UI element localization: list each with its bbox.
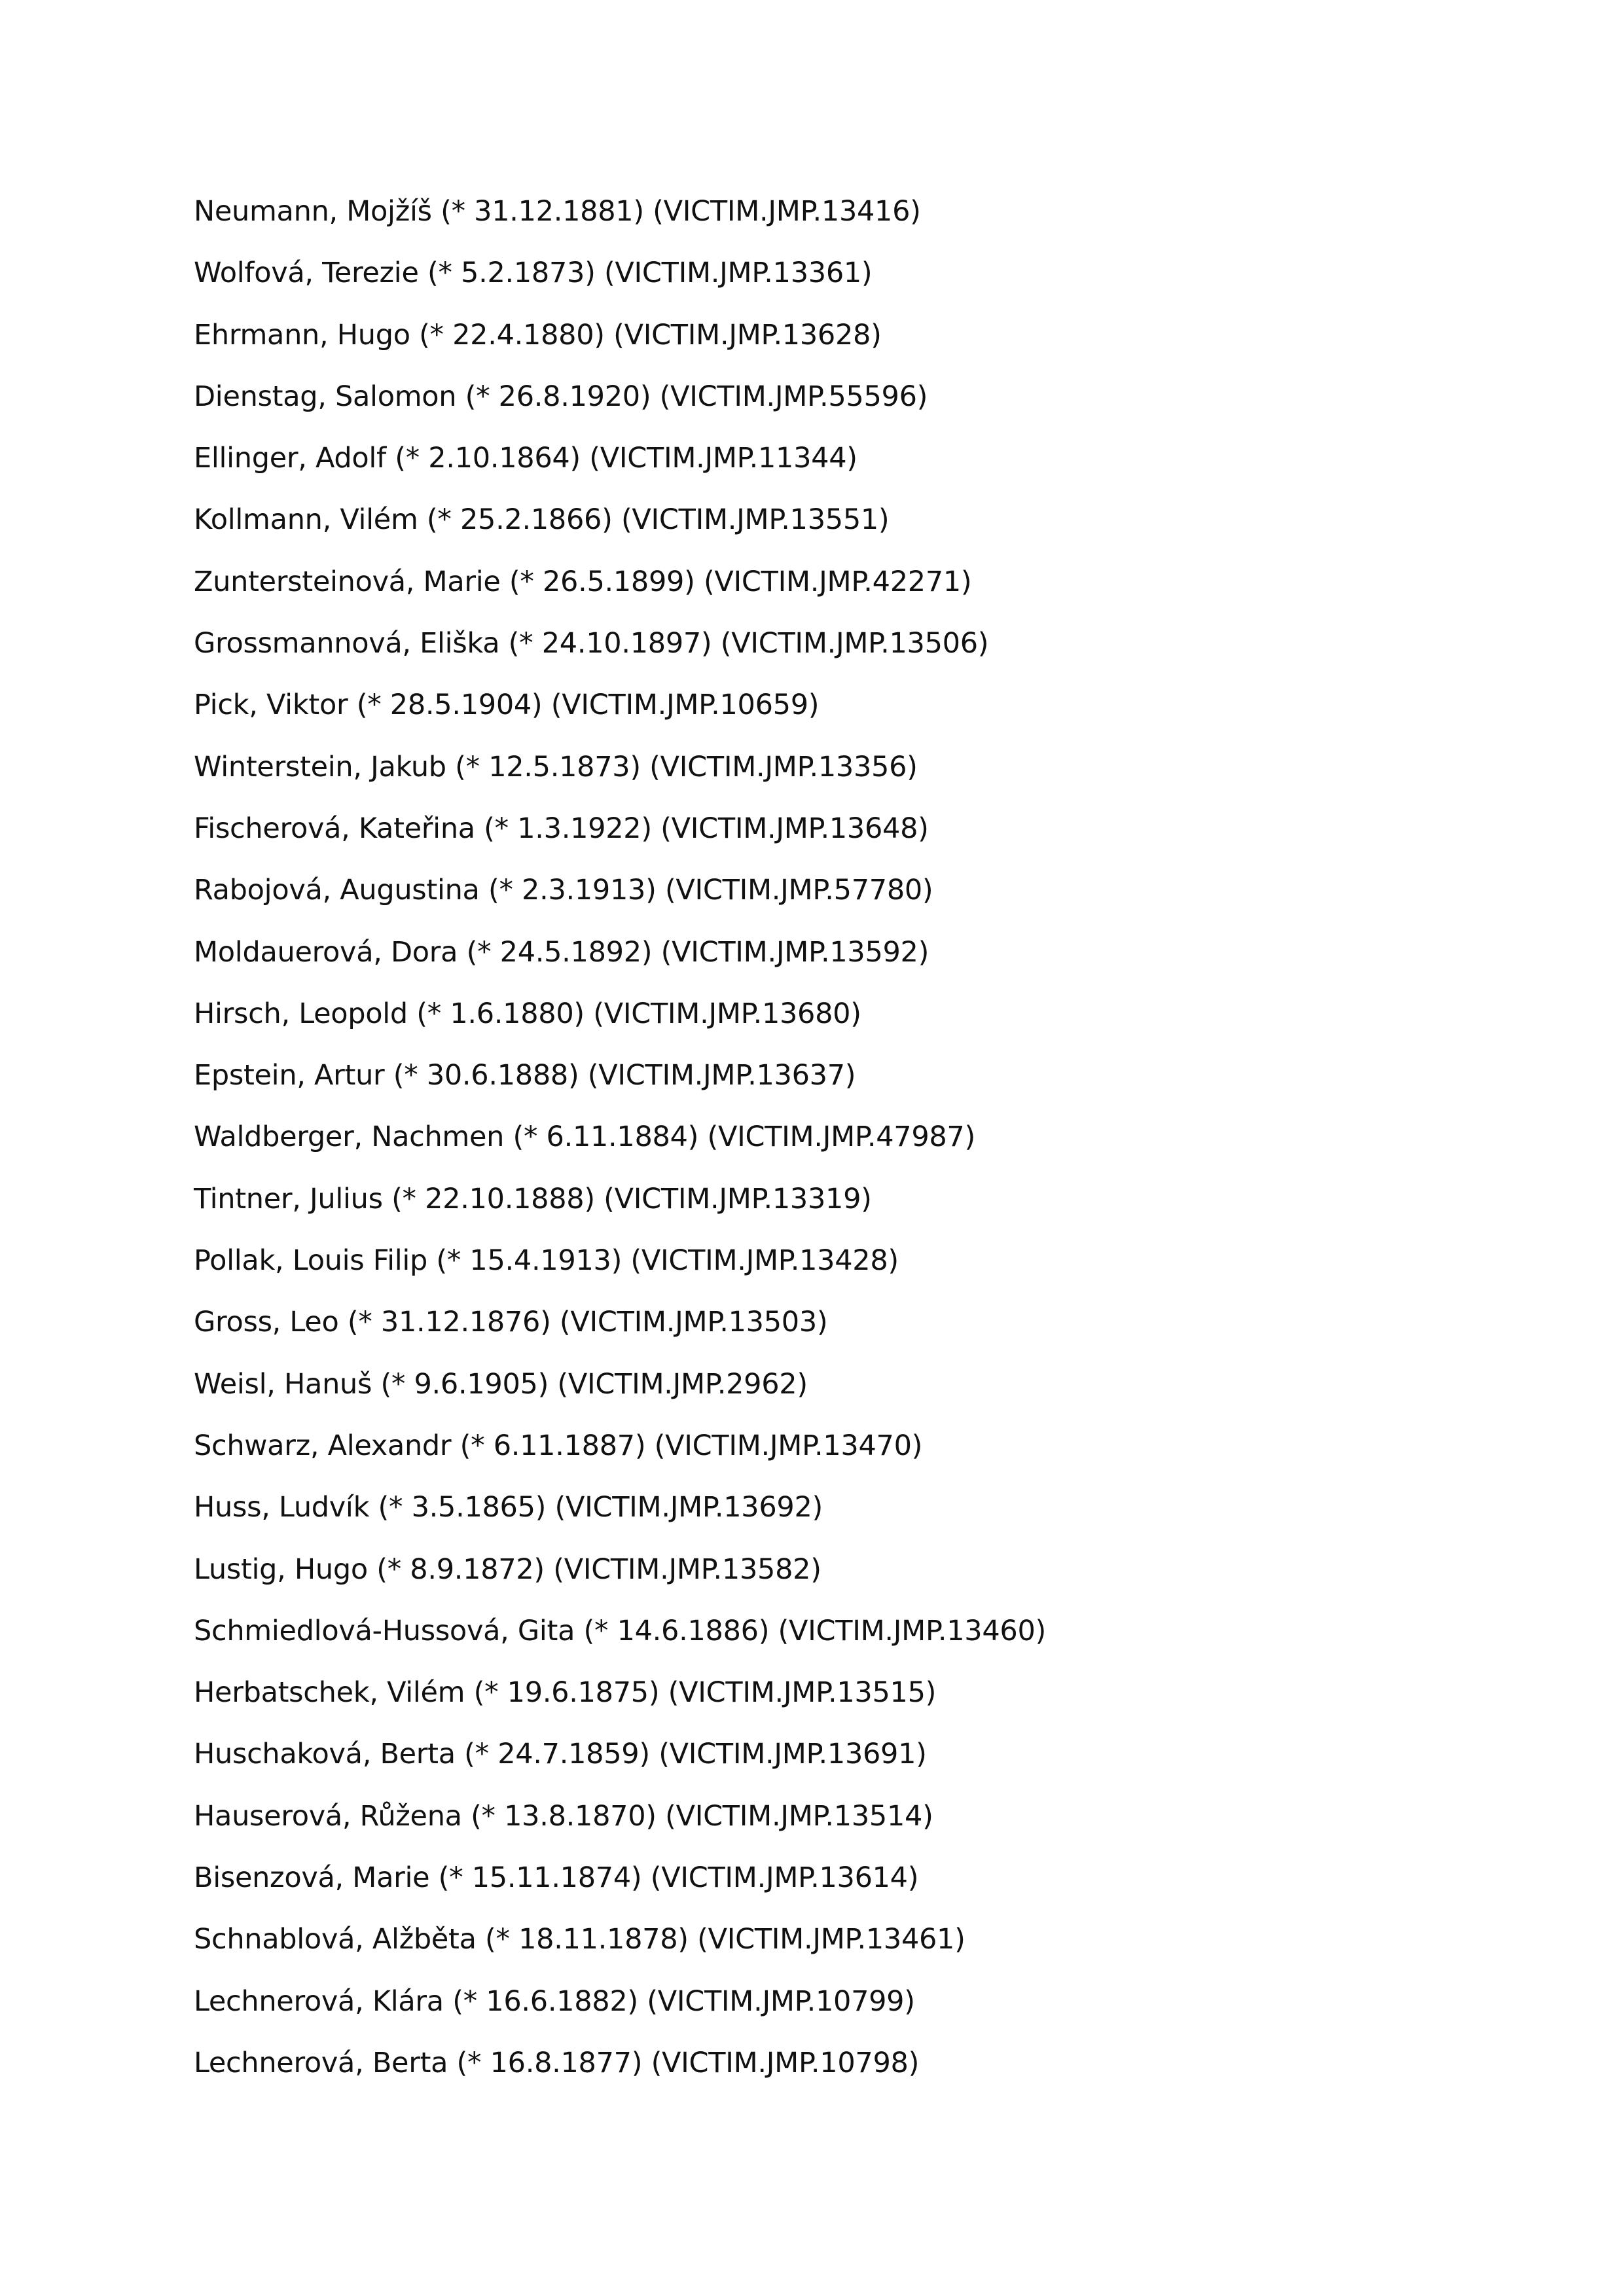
list-item: Winterstein, Jakub (* 12.5.1873) (VICTIM.JMP.13356) <box>194 750 918 783</box>
list-item: Wolfová, Terezie (* 5.2.1873) (VICTIM.JMP.13361) <box>194 257 873 290</box>
list-item: Gross, Leo (* 31.12.1876) (VICTIM.JMP.13503) <box>194 1306 828 1339</box>
list-item: Dienstag, Salomon (* 26.8.1920) (VICTIM.JMP.55596) <box>194 380 928 413</box>
list-item: Schmiedlová-Hussová, Gita (* 14.6.1886) (VICTIM.JMP.13460) <box>194 1614 1047 1647</box>
list-item: Lustig, Hugo (* 8.9.1872) (VICTIM.JMP.13582) <box>194 1552 821 1586</box>
list-item: Tintner, Julius (* 22.10.1888) (VICTIM.JMP.13319) <box>194 1182 872 1215</box>
list-item: Hirsch, Leopold (* 1.6.1880) (VICTIM.JMP.13680) <box>194 997 861 1030</box>
list-item: Neumann, Mojžíš (* 31.12.1881) (VICTIM.JMP.13416) <box>194 195 921 228</box>
list-item: Waldberger, Nachmen (* 6.11.1884) (VICTIM.JMP.47987) <box>194 1121 975 1154</box>
list-item: Lechnerová, Klára (* 16.6.1882) (VICTIM.JMP.10799) <box>194 1984 915 2018</box>
list-item: Lechnerová, Berta (* 16.8.1877) (VICTIM.JMP.10798) <box>194 2046 920 2079</box>
list-item: Epstein, Artur (* 30.6.1888) (VICTIM.JMP.13637) <box>194 1059 856 1092</box>
list-item: Kollmann, Vilém (* 25.2.1866) (VICTIM.JMP.13551) <box>194 503 890 537</box>
list-item: Huss, Ludvík (* 3.5.1865) (VICTIM.JMP.13692) <box>194 1491 823 1524</box>
list-item: Herbatschek, Vilém (* 19.6.1875) (VICTIM.JMP.13515) <box>194 1676 937 1710</box>
victim-list <box>194 192 1046 2105</box>
list-item: Pick, Viktor (* 28.5.1904) (VICTIM.JMP.10659) <box>194 689 820 722</box>
list-item: Moldauerová, Dora (* 24.5.1892) (VICTIM.JMP.13592) <box>194 935 929 969</box>
list-item: Bisenzová, Marie (* 15.11.1874) (VICTIM.JMP.13614) <box>194 1861 919 1895</box>
list-item: Hauserová, Růžena (* 13.8.1870) (VICTIM.JMP.13514) <box>194 1799 933 1833</box>
list-item: Schnablová, Alžběta (* 18.11.1878) (VICTIM.JMP.13461) <box>194 1923 965 1956</box>
list-item: Huschaková, Berta (* 24.7.1859) (VICTIM.JMP.13691) <box>194 1738 927 1771</box>
list-item: Ehrmann, Hugo (* 22.4.1880) (VICTIM.JMP.13628) <box>194 318 882 351</box>
list-item: Fischerová, Kateřina (* 1.3.1922) (VICTIM.JMP.13648) <box>194 812 929 845</box>
list-item: Weisl, Hanuš (* 9.6.1905) (VICTIM.JMP.2962) <box>194 1367 808 1401</box>
list-item: Zuntersteinová, Marie (* 26.5.1899) (VICTIM.JMP.42271) <box>194 565 972 598</box>
list-item: Pollak, Louis Filip (* 15.4.1913) (VICTIM.JMP.13428) <box>194 1244 899 1278</box>
list-item: Ellinger, Adolf (* 2.10.1864) (VICTIM.JMP.11344) <box>194 442 857 475</box>
list-item: Rabojová, Augustina (* 2.3.1913) (VICTIM.JMP.57780) <box>194 874 933 907</box>
list-item: Grossmannová, Eliška (* 24.10.1897) (VICTIM.JMP.13506) <box>194 627 989 660</box>
list-item: Schwarz, Alexandr (* 6.11.1887) (VICTIM.JMP.13470) <box>194 1429 923 1462</box>
